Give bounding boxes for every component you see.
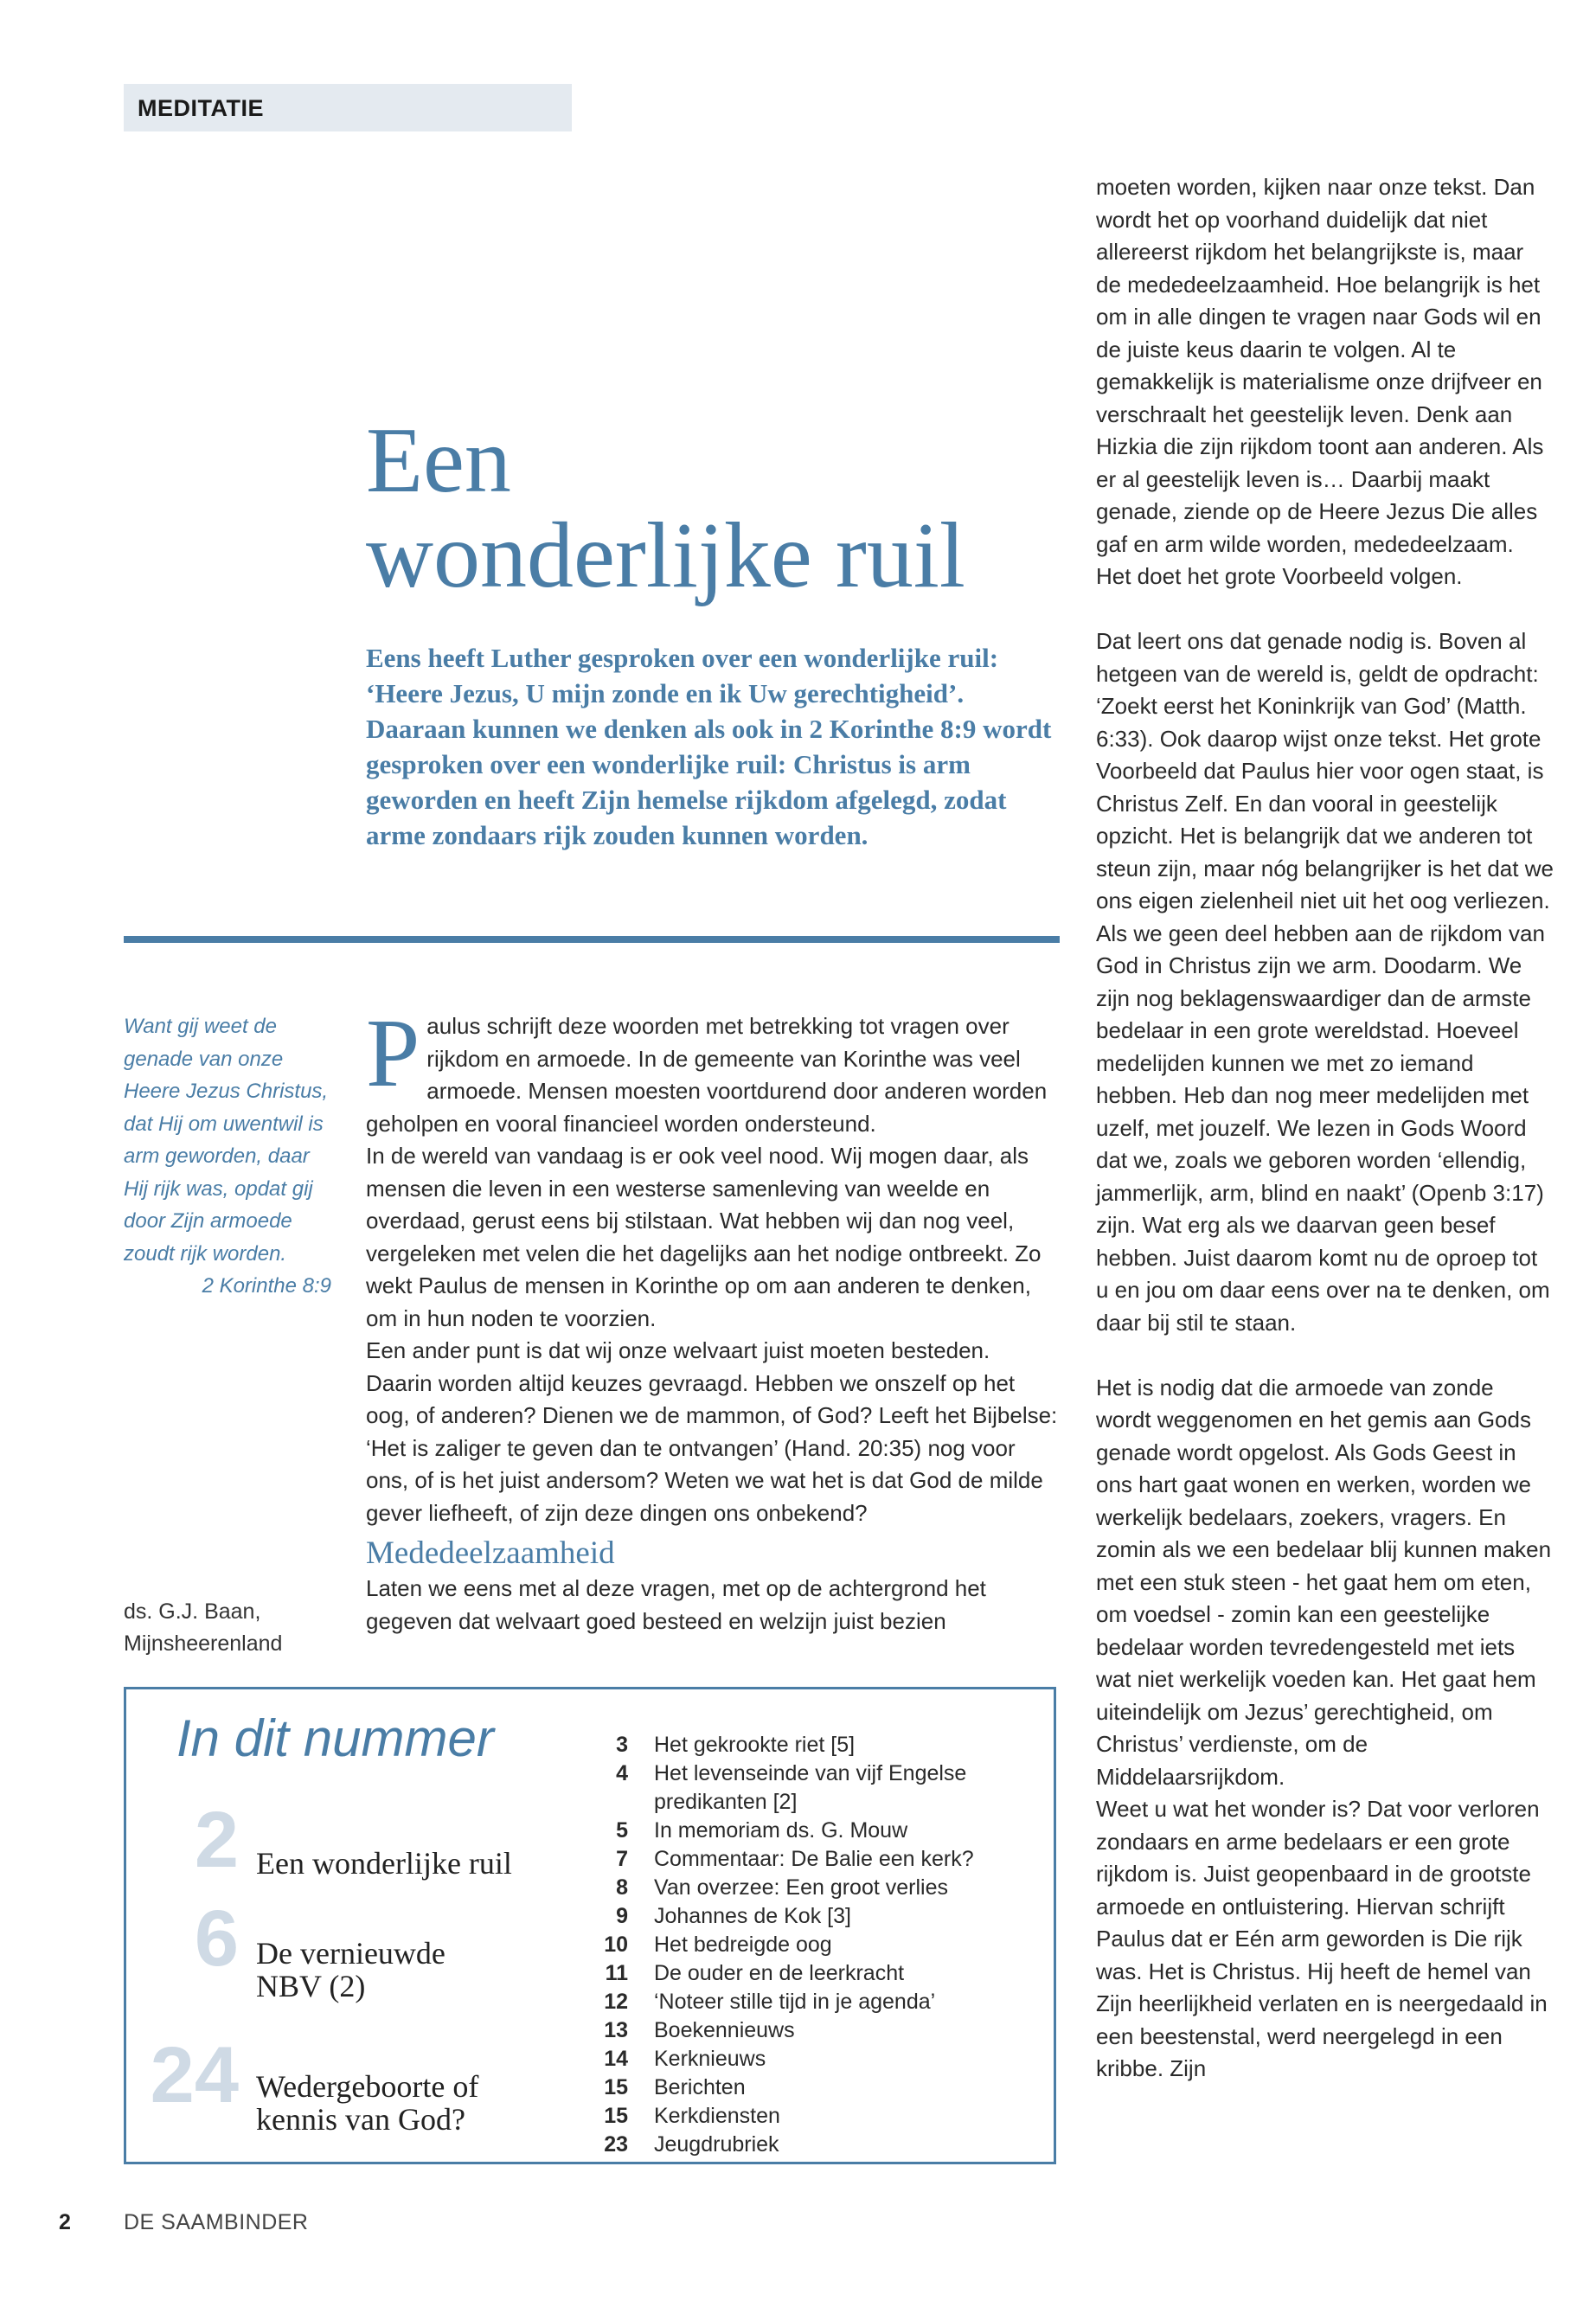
toc-item-title: Boekennieuws bbox=[654, 2018, 795, 2042]
author-byline bbox=[124, 1596, 340, 1660]
article-paragraph: Weet u wat het wonder is? Dat voor verloren zondaars en arme bedelaars er een grote rijkdom is. Juist geopenbaard in de grootste armoede en ontluistering. Hiervan schrijft Paulus dat er Eén arm geworden is Die rijk was. Het is Christus. Hij heeft de hemel van Zijn heerlijkheid verlaten en is neergedaald in een beestenstal, werd neergelegd in een kribbe. Zijn bbox=[1096, 1796, 1548, 2081]
toc-page-number: 12 bbox=[604, 1990, 628, 2014]
featured-page-number: 6 bbox=[194, 1894, 239, 1983]
toc-page-number: 8 bbox=[616, 1875, 628, 1900]
article-paragraph: moeten worden, kijken naar onze tekst. Dan wordt het op voorhand duidelijk dat niet allereerst rijkdom het belangrijkste is, maar de mededeelzaamheid. Hoe belangrijk is het om in alle dingen te vragen naar Gods wil en de juiste keus daarin te volgen. Al te gemakkelijk is materialisme onze drijfveer en verschraalt het geestelijk leven. Denk aan Hizkia die zijn rijkdom toont aan anderen. Als er al geestelijk leven is… Daarbij maakt genade, ziende op de Heere Jezus Die alles gaf en arm wilde worden, mededeelzaam. Het doet het grote Voorbeeld volgen. bbox=[1096, 174, 1544, 589]
author-place: Mijnsheerenland bbox=[124, 1631, 283, 1656]
toc-item[interactable] bbox=[576, 1759, 1043, 1817]
toc-item-title: Het gekrookte riet [5] bbox=[654, 1733, 856, 1757]
footer-magazine-name: DE SAAMBINDER bbox=[124, 2210, 309, 2234]
section-label: MEDITATIE bbox=[138, 95, 264, 121]
toc-item-title: Jeugdrubriek bbox=[654, 2132, 779, 2157]
toc-item-title: In memoriam ds. G. Mouw bbox=[654, 1818, 908, 1843]
toc-page-number: 5 bbox=[616, 1818, 628, 1843]
toc-item-title: Kerknieuws bbox=[654, 2047, 766, 2071]
toc-item[interactable] bbox=[576, 1902, 1043, 1931]
toc-item[interactable] bbox=[576, 2131, 1043, 2159]
toc-page-number: 15 bbox=[604, 2104, 628, 2128]
toc-item[interactable] bbox=[576, 2102, 1043, 2131]
toc-page-number: 14 bbox=[604, 2047, 628, 2071]
quote-reference: 2 Korinthe 8:9 bbox=[202, 1274, 331, 1298]
drop-cap: P bbox=[366, 1000, 420, 1107]
article-paragraph: Als we geen deel hebben aan de rijkdom van God in Christus zijn we arm. Doodarm. We zijn nog beklagenswaardiger dan de armste bedelaar in een grote wereldstad. Hoeveel medelijden kunnen we met zo iemand hebben. Heb dan nog meer medelijden met uzelf, met jouzelf. We lezen in Gods Woord dat we, zoals we geboren worden ‘ellendig, jammerlijk, arm, blind en naakt’ (Openb 3:17) zijn. Wat erg als we daarvan geen besef hebben. Juist daarom komt nu de oproep tot u en jou om daar eens over na te denken, om daar bij stil te staan. bbox=[1096, 920, 1550, 1336]
article-paragraph: Een ander punt is dat wij onze welvaart juist moeten besteden. Daarin worden altijd keuzes gevraagd. Hebben we onszelf op het oog, of anderen? Dienen we de mammon, of God? Leeft het Bijbelse: ‘Het is zaliger te geven dan te ontvangen’ (Hand. 20:35) nog voor ons, of is het juist andersom? Weten we wat het is dat God de milde gever liefheeft, of zijn deze dingen ons onbekend? bbox=[366, 1337, 1058, 1526]
article-intro: Eens heeft Luther gesproken over een wonderlijke ruil: ‘Heere Jezus, U mijn zonde en ik Uw gerechtigheid’. Daaraan kunnen we denken als ook in 2 Korinthe 8:9 wordt gesproken over een wonderlijke ruil: Christus is arm geworden en heeft Zijn hemelse rijkdom afgelegd, zodat arme zondaars rijk zouden kunnen worden. bbox=[366, 643, 1052, 850]
toc-item[interactable] bbox=[576, 1959, 1043, 1988]
article-body-main bbox=[366, 1000, 1062, 1638]
toc-item[interactable] bbox=[576, 1845, 1043, 1874]
toc-item[interactable] bbox=[576, 2073, 1043, 2102]
toc-list bbox=[576, 1731, 1043, 2159]
featured-title[interactable]: Een wonderlijke ruil bbox=[256, 1846, 512, 1881]
footer-page-number: 2 bbox=[59, 2210, 71, 2234]
paragraph-text: aulus schrijft deze woorden met betrekking tot vragen over rijkdom en armoede. In de gemeente van Korinthe was veel armoede. Mensen moesten voortdurend door anderen worden geholpen en vooral financieel worden ondersteund. bbox=[366, 1013, 1048, 1137]
toc-item-title: De ouder en de leerkracht bbox=[654, 1961, 905, 1985]
featured-title[interactable]: De vernieuwde NBV (2) bbox=[256, 1936, 445, 2003]
title-line-2: wonderlijke ruil bbox=[366, 504, 965, 607]
toc-page-number: 11 bbox=[605, 1961, 628, 1985]
article-body-right bbox=[1096, 171, 1554, 2086]
article-paragraph: Laten we eens met al deze vragen, met op de achtergrond het gegeven dat welvaart goed besteed en welzijn juist bezien bbox=[366, 1575, 986, 1634]
toc-page-number: 23 bbox=[604, 2132, 628, 2157]
toc-item-title: Berichten bbox=[654, 2075, 746, 2099]
article-paragraph: Dat leert ons dat genade nodig is. Boven al hetgeen van de wereld is, geldt de opdracht: ‘Zoekt eerst het Koninkrijk van God’ (Matth. 6:33). Ook daarop wijst onze tekst. Het grote Voorbeeld dat Paulus hier voor ogen staat, is Christus Zelf. En dan vooral in geestelijk opzicht. Het is belangrijk dat we anderen tot steun zijn, maar nóg belangrijker is het dat we ons eigen zielenheil niet uit het oog verliezen. bbox=[1096, 628, 1554, 913]
table-of-contents bbox=[124, 1687, 1056, 2164]
article-paragraph: In de wereld van vandaag is er ook veel nood. Wij mogen daar, als mensen die leven in een westerse samenleving van weelde en overdaad, gerust eens bij stilstaan. Wat hebben wij dan nog veel, vergeleken met velen die het dagelijks aan het nodige ontbreekt. Zo wekt Paulus de mensen in Korinthe op om aan anderen te denken, om in hun noden te voorzien. bbox=[366, 1143, 1042, 1331]
author-name: ds. G.J. Baan, bbox=[124, 1599, 261, 1624]
toc-item-title: Het levenseinde van vijf Engelse predikanten [2] bbox=[654, 1761, 967, 1814]
toc-page-number: 15 bbox=[604, 2075, 628, 2099]
toc-item[interactable] bbox=[576, 1874, 1043, 1902]
toc-item[interactable] bbox=[576, 2016, 1043, 2045]
toc-page-number: 4 bbox=[616, 1761, 628, 1785]
toc-item[interactable] bbox=[576, 1988, 1043, 2016]
featured-page-number: 24 bbox=[150, 2031, 239, 2119]
title-line-1: Een bbox=[366, 409, 511, 512]
toc-page-number: 9 bbox=[616, 1904, 628, 1928]
quote-text: Want gij weet de genade van onze Heere Jezus Christus, dat Hij om uwentwil is arm geworden, daar Hij rijk was, opdat gij door Zijn armoede zoudt rijk worden. bbox=[124, 1015, 329, 1266]
article-paragraph bbox=[366, 1000, 1062, 1140]
article-paragraph: Het is nodig dat die armoede van zonde wordt weggenomen en het gemis aan Gods genade wordt opgelost. Als Gods Geest in ons hart gaat wonen en werken, worden we werkelijk bedelaars, zoekers, vragers. En zomin als we een bedelaar blij kunnen maken met een stuk steen - het gaat hem om eten, om voedsel - zomin kan een geestelijke bedelaar worden tevredengesteld met iets wat niet werkelijk voeden kan. Het gaat hem uiteindelijk om Jezus’ gerechtigheid, om Christus’ verdienste, om de Middelaarsrijkdom. bbox=[1096, 1374, 1552, 1790]
article-title bbox=[366, 409, 1075, 607]
toc-page-number: 13 bbox=[604, 2018, 628, 2042]
toc-item-title: Het bedreigde oog bbox=[654, 1932, 832, 1957]
toc-item[interactable] bbox=[576, 2045, 1043, 2073]
toc-page-number: 10 bbox=[604, 1932, 628, 1957]
subheading: Mededeelzaamheid bbox=[366, 1535, 615, 1571]
toc-item-title: Kerkdiensten bbox=[654, 2104, 780, 2128]
toc-item[interactable] bbox=[576, 1931, 1043, 1959]
toc-item-title: Commentaar: De Balie een kerk? bbox=[654, 1847, 974, 1871]
toc-item[interactable] bbox=[576, 1817, 1043, 1845]
featured-page-number: 2 bbox=[194, 1796, 239, 1884]
toc-item-title: Van overzee: Een groot verlies bbox=[654, 1875, 949, 1900]
scripture-quote bbox=[124, 1010, 331, 1303]
section-tag bbox=[124, 84, 572, 131]
toc-item[interactable] bbox=[576, 1731, 1043, 1759]
section-divider bbox=[124, 936, 1060, 943]
featured-title[interactable]: Wedergeboorte of kennis van God? bbox=[256, 2069, 479, 2137]
toc-page-number: 7 bbox=[616, 1847, 628, 1871]
toc-page-number: 3 bbox=[616, 1733, 628, 1757]
toc-item-title: Johannes de Kok [3] bbox=[654, 1904, 851, 1928]
toc-item-title: ‘Noteer stille tijd in je agenda’ bbox=[654, 1990, 936, 2014]
toc-heading: In dit nummer bbox=[176, 1709, 494, 1767]
